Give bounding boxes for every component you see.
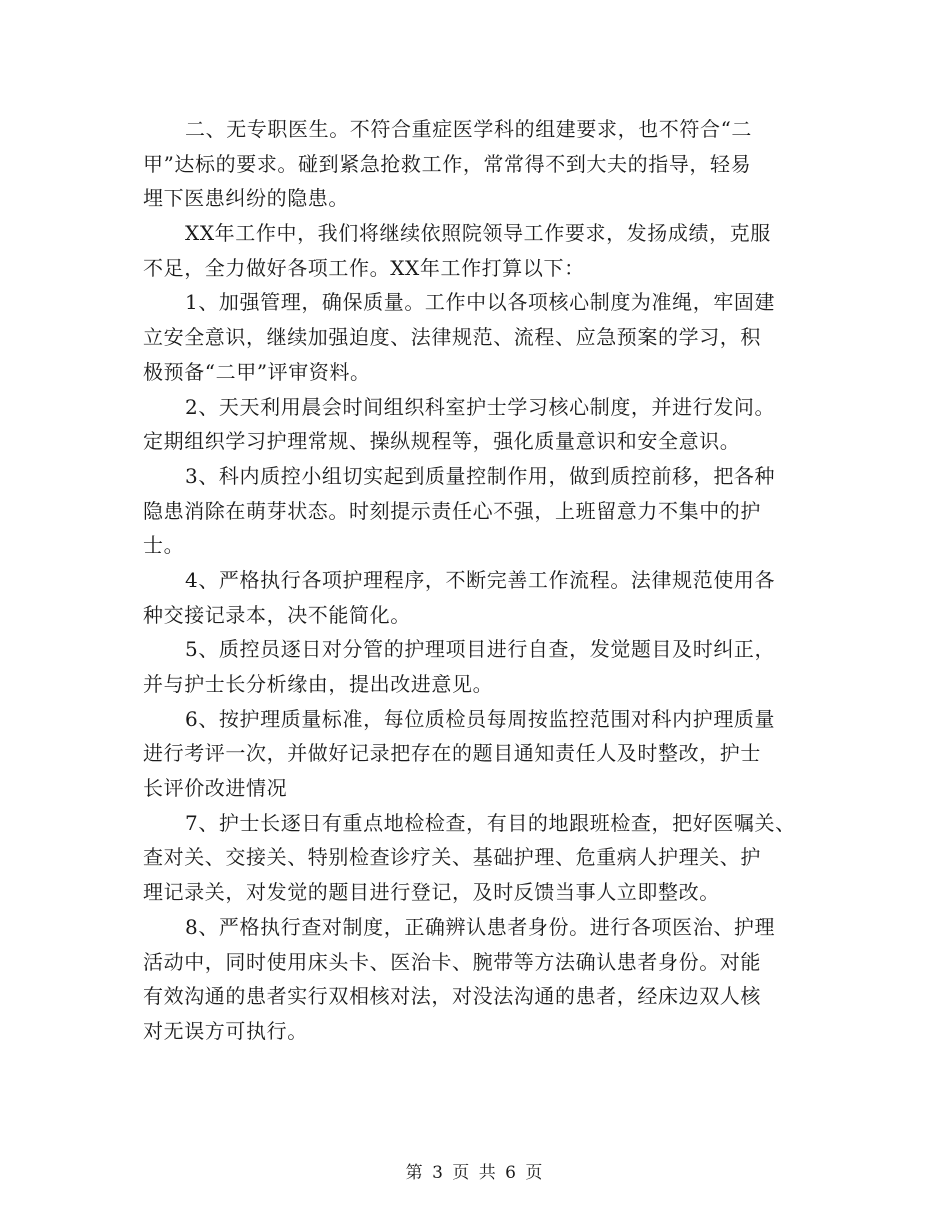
text-line: 定期组织学习护理常规、操纵规程等，强化质量意识和安全意识。 (143, 429, 741, 454)
text-line: 极预备“二甲”评审资料。 (143, 359, 371, 384)
text-line: 种交接记录本，决不能简化。 (143, 602, 411, 627)
text-line: 不足，全力做好各项工作。XX年工作打算以下： (143, 255, 585, 280)
text-line: 活动中，同时使用床头卡、医治卡、腕带等方法确认患者身份。对能 (143, 949, 761, 974)
page-number-footer: 第 3 页 共 6 页 (405, 1163, 545, 1183)
paragraph (143, 112, 843, 216)
text-line: 立安全意识，继续加强迫度、法律规范、流程、应急预案的学习，积 (143, 325, 761, 350)
text-line: 有效沟通的患者实行双相核对法，对没法沟通的患者，经床边双人核 (143, 984, 761, 1009)
text-line: 3、科内质控小组切实起到质量控制作用，做到质控前移，把各种 (185, 463, 776, 488)
text-line: 长评价改进情况 (143, 776, 288, 801)
paragraph (143, 459, 843, 563)
text-line: 4、严格执行各项护理程序，不断完善工作流程。法律规范使用各 (185, 567, 776, 592)
text-line: 5、质控员逐日对分管的护理项目进行自查，发觉题目及时纠正， (185, 637, 776, 662)
text-line: 理记录关，对发觉的题目进行登记，及时反馈当事人立即整改。 (143, 880, 720, 905)
text-line: 对无误方可执行。 (143, 1018, 308, 1043)
text-line: 7、护士长逐日有重点地检检查，有目的地跟班检查，把好医嘱关、 (185, 810, 796, 835)
text-line: 进行考评一次，并做好记录把存在的题目通知责任人及时整改，护士 (143, 741, 761, 766)
text-line: 6、按护理质量标准，每位质检员每周按监控范围对科内护理质量 (185, 706, 776, 731)
paragraph (143, 285, 843, 389)
text-line: 并与护士长分析缘由，提出改进意见。 (143, 672, 494, 696)
paragraph (143, 702, 843, 806)
document-body (143, 112, 843, 1049)
text-line: 隐患消除在萌芽状态。时刻提示责任心不强，上班留意力不集中的护 (143, 498, 761, 523)
paragraph (143, 910, 843, 1049)
paragraph (143, 632, 843, 701)
text-line: 二、无专职医生。不符合重症医学科的组建要求，也不符合“二 (185, 117, 753, 141)
paragraph (143, 216, 843, 285)
text-line: 8、严格执行查对制度，正确辨认患者身份。进行各项医治、护理 (185, 914, 776, 939)
text-line: 埋下医患纠纷的隐患。 (143, 186, 349, 211)
paragraph (143, 390, 843, 459)
text-line: XX年工作中，我们将继续依照院领导工作要求，发扬成绩，克服 (185, 221, 771, 246)
paragraph (143, 563, 843, 632)
text-line: 甲”达标的要求。碰到紧急抢救工作，常常得不到大夫的指导，轻易 (143, 151, 752, 176)
text-line: 1、加强管理，确保质量。工作中以各项核心制度为准绳，牢固建 (185, 290, 776, 315)
text-line: 2、天天利用晨会时间组织科室护士学习核心制度，并进行发问。 (185, 394, 776, 419)
paragraph (143, 806, 843, 910)
text-line: 查对关、交接关、特别检查诊疗关、基础护理、危重病人护理关、护 (143, 845, 761, 870)
text-line: 士。 (143, 533, 185, 558)
